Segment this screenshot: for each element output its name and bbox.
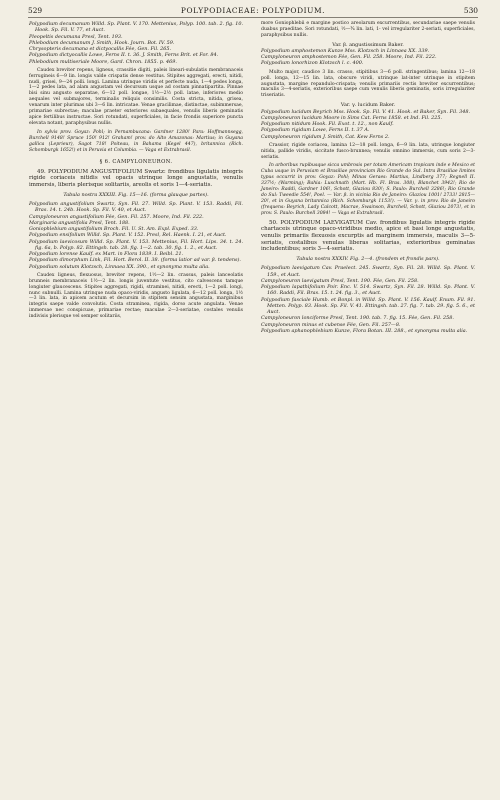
synonym: Polypodium angustifolium Swartz, Syn. Fil. 27. Willd. Sp. Plant. V. 153. Raddi, Fil. Bras. 14. t. 24b. Hook. Sp. Fil. V. 40, et Auct.: [29, 201, 243, 214]
locality-paragraph: In arboribus rupibusque sicca umbrosis per totam Americam tropicam inde e Mexico et Cuba usque in Peruviam et Brasiliae provinciam Rio Grande do Sul. Intra Brasiliae limites typus occurrit in prov. Goyaz: Pohl; Minas Geraes: Martius, Lindberg 377; Regnell II. 337½; (Warming); Bahia: Luschnath (Mart. Hb. Fl. Bras. 308), Blanchet 3942!; Rio de Janeiro: Raddi, Gardner 106!, Schott, Glaziou 830!; S. Paulo: Burchell 3286!; Rio Grande do Sul: Tweedie 554!, Poel. — Var. β. in vicinia Rio de Janeiro: Glaziou 1001! 2733! 2815—20!, et in Guyana britannica (Rich. Schomburgk 1153!). — Var. γ. in prov. Rio de Janeiro (frequens: Beyrich, Lady Calcott, Macrae, Swainson, Burchell, Schott, Glaziou 2073!, et in prov. S. Paulo: Burchell 3084! — Vaga et Extrabrasil.: [261, 163, 475, 216]
synonymy-block: [29, 201, 243, 270]
synonym: Polypodium rigidum Lowe, Ferns II. t. 37 A.: [261, 127, 370, 134]
synonym: Marginaria angustifolia Presl, Tent. 188.: [29, 219, 130, 226]
synonym: Polypodium lucidum Beyrich Mss. Hook. Sp. Fil. V. 41. Hook. et Baker, Syn. Fil. 348.: [261, 108, 471, 115]
synonym: Polypodium decumanum Willd. Sp. Plant. V. 170. Mettenius, Polyp. 100. tab. 2. fig. 10. Hook. Sp. Fil. V. 77, et Auct.: [29, 21, 243, 34]
synonym: Polypodium dimorphum Link, Fil. Hort. Berol. II. 38. (forma latior ad var. β. tendens).: [29, 257, 241, 264]
synonymy-block: [261, 109, 475, 140]
synonym: Polypodium laevicosum Willd. Sp. Plant. V. 153. Mettenius, Fil. Hort. Lips. 34. t. 24. fig. 6a, b. Polyp. 82. Ettingsh. tab. 28. fig. 1—2. tab. 30. fig. 1. 2., et Auct.: [29, 238, 243, 251]
header-rule: [28, 17, 478, 18]
synonym: Phlebodium decumanum J. Smith, Hook. Journ. Bot. IV. 59.: [29, 39, 175, 46]
synonym: Polypodium amphostemon Kunze Mss. Klotzsch in Linnaea XX. 339.: [261, 47, 430, 54]
synonym: Polypodium ensifolium Willd. Sp. Plant. V. 152. Presl, Rel. Haenk. I. 21, et Auct.: [29, 232, 227, 239]
synonym: Polypodium dictyocallis Lowe, Ferns II. t. 36. J. Smith, Ferns Brit. et For. 84.: [29, 52, 219, 59]
section-heading: § 6. CAMPYLONEURON.: [99, 159, 173, 166]
plate-reference: Tabula nostra XXXIV. Fig. 2—4. (frondem et frondis pars).: [296, 256, 440, 263]
synonym: Goniophlebium angustifolium Broch. Fil. U. St. Am. Expl. Exped. 33.: [29, 226, 199, 233]
variety-heading: Var. β. angustissimum Baker.: [332, 41, 404, 48]
synonym: Polypodium lorense Kaulf. ex Mart. in Flora 1839. I. Beibl. 21.: [29, 251, 184, 258]
synonym: Polypodium lonorhizon Klotzsch l. c. 400.: [261, 60, 364, 67]
running-title: POLYPODIACEAE: POLYPODIUM.: [180, 6, 326, 15]
plate-reference: Tabula nostra XXXIII. Fig. 15—16. (forma glauque partes).: [63, 191, 209, 198]
synonym: Chrysopteris decumana et dictyocallis Fée, Gen. Fil. 265.: [29, 46, 172, 52]
description-paragraph: Crassior, rigide coriacea, lamina 12—18 poll. longa, 6—9 lin. lata, utrinque longiuter nitida, pallide viridis, siccitate fusco-brunnea; venulis omnino immersis, cum soris 2—3-seriatis.: [261, 142, 475, 160]
synonym: Campyloneuron angustifolium Fée, Gen. Fil. 257. Moore, Ind. Fil. 222.: [29, 213, 204, 220]
description-continuation: more Goniophlebii e margine postico areolarum excurrentibus, secundariae saepe venulis duabus praeditae. Sori rotundati, ½—¾ lin. lati, 1- vel irregulariter 2-seriati, superficiales, paraphysibus nullis.: [261, 21, 475, 38]
synonym: Campyloneuron lucidum Moore in Sims Cat. Ferns 1858. et Ind. Fil. 225.: [261, 114, 443, 121]
synonym: Campyloneuron amphostemon Fée, Gen. Fil. 258. Moore, Ind. Fil. 222.: [261, 54, 437, 61]
synonymy-block: [29, 21, 243, 65]
synonym: Campyloneuron minus et cubense Fée, Gen. Fil. 257—8.: [261, 321, 401, 328]
synonym: Campyloneuron rigidum J. Smith, Cat. Kew Ferns 2.: [261, 133, 390, 140]
synonym: Phlebodium multiseriale Moore, Gard. Chron. 1855. p. 469.: [29, 58, 177, 65]
synonymy-block: [261, 48, 475, 67]
synonymy-block: [261, 265, 475, 334]
page-number-left: 529: [28, 6, 43, 15]
species-diagnosis: 49. POLYPODIUM ANGUSTIFOLIUM Swartz: frondibus ligulatis integris rigide coriaceis nitidis vel opacis utrinque longe angustatis, venulis immersis, liberis plerisque solitariis, areolis et soris 1—4-seriatis.: [29, 168, 243, 189]
synonym: Polypodium lapathifolium Poir. Enc. V. 514. Swartz, Syn. Fil. 28. Willd. Sp. Plant. V. 160. Raddi, Fil. Bras. 15. t. 24. fig. 3., et Auct.: [261, 284, 475, 297]
left-column: [29, 21, 243, 320]
locality-paragraph: In sylvis prov. Goyaz: Pohl; in Pernambucana: Gardner 1280! Para: Hoffmannsegg, Burchell 9148! Spruce 150! 912! Graham! prov. do Alto Amazonas: Martius; in Guyana gallica (Leprieur), Sagot 718! Poiteau, in Bahama (Kegel 447), britannica (Rich. Schomburgk 1652!) et in Peruvia et Columbia. — Vaga et Extrabrasil.: [29, 129, 243, 153]
species-diagnosis: 50. POLYPODIUM LAEVIGATUM Cav. frondibus ligulatis integris rigide chartaceis utrinque opaco-viridibus medio, apice et basi longe angustatis, venulis primariis flexuosis excurptis ad marginem immersis, maculis 3—5-seriatis, costalibus venulas liberas solitarias, exterioribus geminatas includentibus; soris 3—4-seriatis.: [261, 219, 475, 253]
synonym: Polypodium laevigatum Cav. Praelect. 245. Swartz, Syn. Fil. 28. Willd. Sp. Plant. V. 159., et Auct.: [261, 265, 475, 278]
synonym: Campyloneuron laevigatum Presl, Tent. 190. Fée, Gen. Fil. 258.: [261, 277, 419, 284]
synonym: Campyloneuron lonciforme Presl, Tent. 190. tab. 7. fig. 15. Fée, Gen. Fil. 258.: [261, 315, 454, 322]
synonym: Pleopeltis decumana Presl, Tent. 193.: [29, 33, 123, 40]
description-paragraph: Caudex ligneus, flexuosus, breviter repens, 1½—2 lin. crassus, paleis lanceolatis brunneis membranaceis 1½—2 lin. longis juventute vestitus, cito calvescens tamque longiuter glaucescens. Stipites aggregati, rigidi, straminei, nitidi, erecti, 1—2 poll. longi, nunc subnulli. Lamina utrinque nuda opaco-viridis, angusto ligulata, 6—12 poll. longa, 1½—3 lin. lata, in apicem acutum et decursim in stipitem sensim angustata, marginibus integris saepe valde convolutis. Costa straminea, rigida, dorso acute angulata. Venae immersae nec conspicuae, primariae rectae; maculae 2—3-seriatae, costales venulis indivisis plerisque vel semper solitariis,: [29, 272, 243, 320]
synonym: Polypodium nitidum Hook. Fil. Exot. t. 12., non Kaulf.: [261, 121, 394, 127]
page-number-right: 530: [463, 6, 478, 15]
description-paragraph: Multo major, caudice 3 lin. crasso, stipitibus 3—6 poll. stringentibus; lamina 12—18 poll. longa, 12—15 lin. lata, obscure viridi, utrinque lat-inter utrinque in stipitem augustata, margine repandulo-crispata; venulis primariis rectis breviter excurrentibus; maculis 3—4-seriatis, exterioribus saepe cum venulis liberis geminatis, soris irregulariter triseriatis.: [261, 69, 475, 99]
variety-heading: Var. γ. lucidum Baker.: [340, 102, 396, 109]
synonym: Polypodium aphanophlebium Kunze, Flora Botan. III. 288., et synonyma multa alia.: [261, 327, 468, 334]
description-paragraph: Caudex breviter repens, ligneus, crassitie digiti, paleis lineari-subulatis membranaceis ferrugineis 6—9 lin. longis valde crispatis dense vestitus. Stipites aggregati, erecti, nitidi, nudi, grisei, 9—24 polli. longi. Lamina utrinque viridis et perfecte nuda, 1—4 pedes longa, 1—2 pedes lata, ad alam angustam vel decursum usque ad costam pinnatipartita. Pinnae bisi sinu angusto separatae, 6—12 poll. longae, 1½—2½ poll. latae, inferiores medio aequales vel submajores, terminalis reliquis consimilis. Costa stricta, nitida, grisea, venarum inter plurimas ubi 3—6 lin. intricatae. Venae gracilimae, distinctae, subimmersae, primariae subrectae; maculae praeter exteriores subaequales, venulis liberis geminatis apice fertilibus instructae. Sori rotundati, superficiales, in facie frondis superiore puncta elevata notant, paraphysibus nullis.: [29, 67, 243, 126]
synonym: Polypodium fasciale Humb. et Bonpl. in Willd. Sp. Plant. V. 156. Kaulf. Enum. Fil. 91. Metten. Polyp. 83. Hook. Sp. Fil. V. 41. Ettingsh. tab. 27. fig. 7. tab. 29. fig. 5. 6., et Auct.: [261, 296, 475, 316]
synonym: Polypodium solutum Klotzsch, Linnaea XX. 390., et synonyma multa alia.: [29, 263, 210, 270]
right-column: [261, 21, 475, 334]
